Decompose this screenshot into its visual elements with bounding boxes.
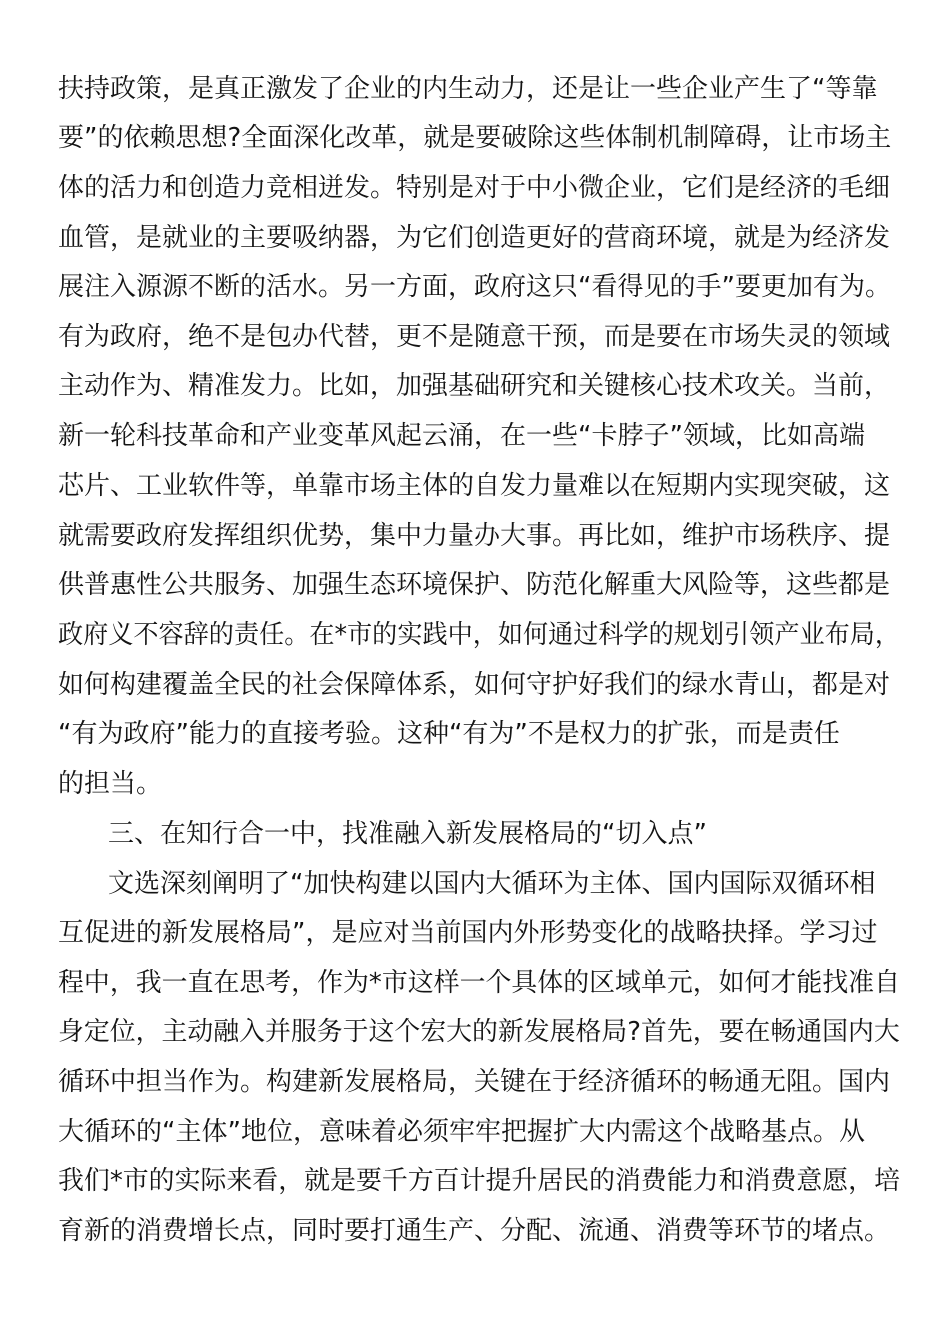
text-line: 要”的依赖思想?全面深化改革，就是要破除这些体制机制障碍，让市场主 (58, 123, 892, 153)
text-line: 循环中担当作为。构建新发展格局，关键在于经济循环的畅通无阻。国内 (58, 1067, 891, 1097)
text-line: 程中，我一直在思考，作为*市这样一个具体的区域单元，如何才能找准自 (58, 968, 901, 998)
text-line: 就需要政府发挥组织优势，集中力量办大事。再比如，维护市场秩序、提 (58, 521, 891, 551)
text-line: 供普惠性公共服务、加强生态环境保护、防范化解重大风险等，这些都是 (58, 570, 891, 600)
text-line: 我们*市的实际来看，就是要千方百计提升居民的消费能力和消费意愿，培 (58, 1166, 901, 1196)
text-line: 大循环的“主体”地位，意味着必须牢牢把握扩大内需这个战略基点。从 (58, 1117, 865, 1147)
text-line: 如何构建覆盖全民的社会保障体系，如何守护好我们的绿水青山，都是对 (58, 670, 891, 700)
text-line: 政府义不容辞的责任。在*市的实践中，如何通过科学的规划引领产业布局， (58, 620, 901, 650)
text-line: 芯片、工业软件等，单靠市场主体的自发力量难以在短期内实现突破，这 (58, 471, 891, 501)
text-line: 育新的消费增长点，同时要打通生产、分配、流通、消费等环节的堵点。 (58, 1216, 891, 1246)
text-line: 有为政府，绝不是包办代替，更不是随意干预，而是要在市场失灵的领域 (58, 322, 891, 352)
text-line: 血管，是就业的主要吸纳器，为它们创造更好的营商环境，就是为经济发 (58, 223, 891, 253)
text-line: 扶持政策，是真正激发了企业的内生动力，还是让一些企业产生了“等靠 (58, 74, 878, 104)
text-line: 身定位，主动融入并服务于这个宏大的新发展格局?首先，要在畅通国内大 (58, 1017, 900, 1047)
text-line: 体的活力和创造力竞相迸发。特别是对于中小微企业，它们是经济的毛细 (58, 173, 891, 203)
text-line: 新一轮科技革命和产业变革风起云涌，在一些“卡脖子”领域，比如高端 (58, 421, 865, 451)
section-heading: 三、在知行合一中，找准融入新发展格局的“切入点” (108, 819, 707, 849)
text-line: 主动作为、精准发力。比如，加强基础研究和关键核心技术攻关。当前， (58, 371, 891, 401)
text-line: 展注入源源不断的活水。另一方面，政府这只“看得见的手”要更加有为。 (58, 272, 891, 302)
text-line: 互促进的新发展格局”，是应对当前国内外形势变化的战略抉择。学习过 (58, 918, 878, 948)
text-line: “有为政府”能力的直接考验。这种“有为”不是权力的扩张，而是责任 (58, 719, 840, 749)
text-line: 的担当。 (58, 769, 163, 799)
text-line: 文选深刻阐明了“加快构建以国内大循环为主体、国内国际双循环相 (108, 869, 876, 899)
